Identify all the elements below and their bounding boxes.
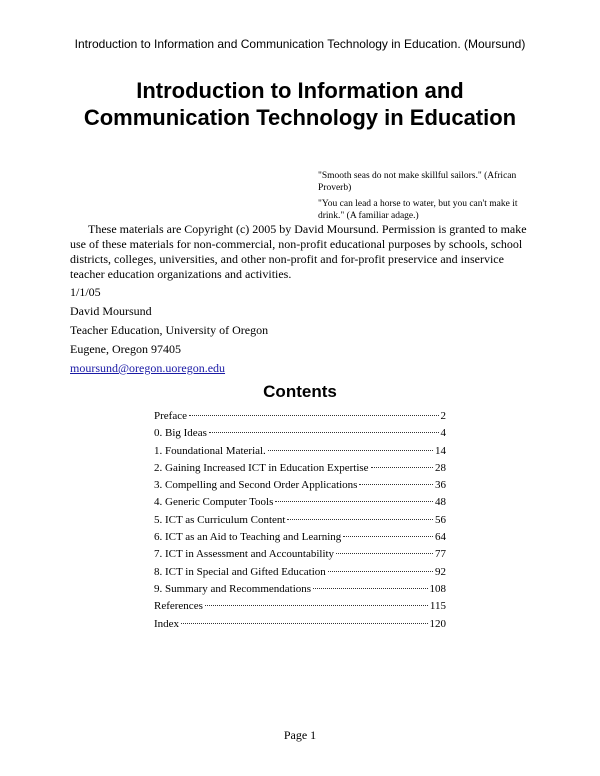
author-date: 1/1/05: [70, 285, 101, 299]
toc-entry[interactable]: [154, 408, 446, 425]
author-email-wrapper: [70, 361, 225, 375]
toc-leader-dots: [359, 484, 433, 485]
toc-entry-label: 0. Big Ideas: [154, 427, 207, 440]
toc-entry-page: 77: [435, 548, 446, 561]
toc-entry-label: 7. ICT in Assessment and Accountability: [154, 548, 335, 561]
toc-entry-page: 14: [435, 444, 446, 457]
toc-entry-label: 4. Generic Computer Tools: [154, 496, 274, 509]
toc-entry[interactable]: [154, 616, 446, 633]
toc-entry-page: 36: [435, 479, 446, 492]
toc-entry[interactable]: [154, 425, 446, 442]
toc-entry-label: 6. ICT as an Aid to Teaching and Learning: [154, 531, 342, 544]
toc-leader-dots: [189, 415, 439, 416]
toc-entry-page: 92: [435, 565, 446, 578]
toc-entry-label: 3. Compelling and Second Order Applications: [154, 479, 358, 492]
author-email-link[interactable]: moursund@oregon.uoregon.edu: [70, 361, 226, 375]
toc-entry[interactable]: [154, 598, 446, 615]
toc-entry[interactable]: [154, 546, 446, 563]
toc-entry-page: 115: [429, 600, 446, 613]
toc-entry-page: 64: [435, 531, 446, 544]
toc-leader-dots: [328, 571, 433, 572]
toc-entry-label: 8. ICT in Special and Gifted Education: [154, 565, 326, 578]
table-of-contents: [154, 408, 446, 633]
toc-entry[interactable]: [154, 494, 446, 511]
toc-entry[interactable]: [154, 512, 446, 529]
toc-leader-dots: [371, 467, 433, 468]
toc-leader-dots: [343, 536, 433, 537]
toc-leader-dots: [181, 623, 427, 624]
toc-leader-dots: [205, 605, 428, 606]
author-name: David Moursund: [70, 304, 152, 318]
toc-entry-page: 4: [440, 427, 446, 440]
author-location: Eugene, Oregon 97405: [70, 342, 181, 356]
toc-entry-label: 5. ICT as Curriculum Content: [154, 513, 286, 526]
toc-entry-label: Index: [154, 617, 180, 630]
toc-entry[interactable]: [154, 564, 446, 581]
running-header: Introduction to Information and Communication Technology in Education. (Moursund): [74, 37, 526, 51]
page-number: Page 1: [283, 728, 317, 742]
quote-2: "You can lead a horse to water, but you can't make it drink." (A familiar adage.): [318, 199, 518, 221]
toc-leader-dots: [313, 588, 427, 589]
toc-entry-page: 28: [435, 461, 446, 474]
document-title: Introduction to Information and Communication Technology in Education: [83, 78, 517, 130]
toc-entry[interactable]: [154, 477, 446, 494]
toc-entry-label: 9. Summary and Recommendations: [154, 582, 312, 595]
toc-entry-page: 120: [429, 617, 446, 630]
copyright-notice: These materials are Copyright (c) 2005 by David Moursund. Permission is granted to make use of these materials for non-commercial, non-profit educational purposes by schools, school districts, colleges, universities, and other non-profit and for-profit preservice and inservice teacher education organizations and activities.: [70, 222, 527, 281]
toc-entry-label: 1. Foundational Material.: [154, 444, 266, 457]
toc-entry-label: References: [154, 600, 203, 613]
toc-entry-page: 56: [435, 513, 446, 526]
toc-entry-label: Preface: [154, 410, 187, 422]
toc-leader-dots: [336, 553, 433, 554]
toc-entry[interactable]: [154, 443, 446, 460]
toc-leader-dots: [287, 519, 433, 520]
toc-entry[interactable]: [154, 460, 446, 477]
toc-entry-label: 2. Gaining Increased ICT in Education Expertise: [154, 461, 369, 474]
author-affiliation: Teacher Education, University of Oregon: [70, 323, 269, 337]
toc-leader-dots: [209, 432, 439, 433]
epigraph: [318, 170, 536, 226]
contents-heading: Contents: [263, 382, 337, 401]
toc-leader-dots: [275, 501, 433, 502]
toc-entry-page: 48: [435, 496, 446, 509]
toc-entry[interactable]: [154, 581, 446, 598]
toc-entry[interactable]: [154, 529, 446, 546]
toc-entry-page: 108: [429, 582, 446, 595]
toc-leader-dots: [268, 450, 433, 451]
toc-entry-page: 2: [440, 410, 446, 422]
quote-1: "Smooth seas do not make skillful sailors." (African Proverb): [318, 171, 517, 193]
